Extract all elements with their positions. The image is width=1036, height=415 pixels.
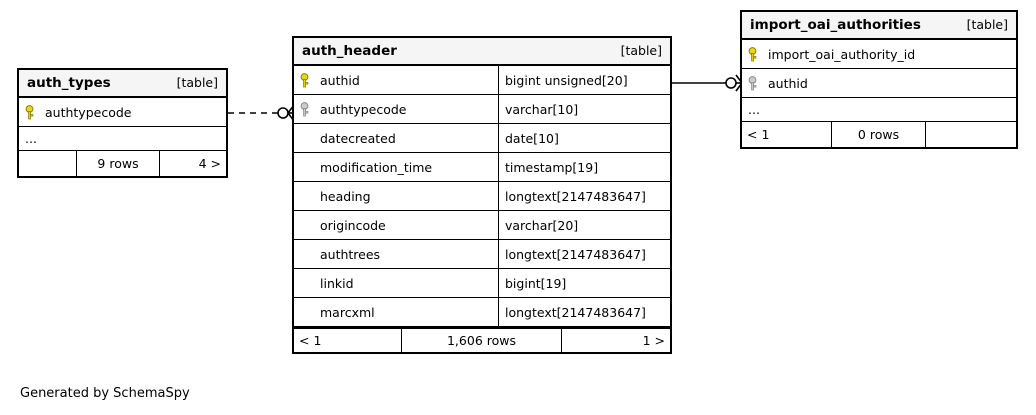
table-tag: [table] [176,75,218,90]
footer-rowcount: 1,606 rows [402,329,562,352]
primary-key-icon [19,98,39,126]
column-type: longtext[2147483647] [498,298,670,326]
column-type: timestamp[19] [498,153,670,181]
table-name: auth_header [302,42,397,59]
column-type: varchar[10] [498,95,670,123]
edge-endpoint-circle-right [726,78,736,88]
table-name: import_oai_authorities [750,16,921,33]
column-name: import_oai_authority_id [768,46,916,62]
table-row[interactable] [294,95,670,124]
no-key-icon [294,211,314,239]
column-type: longtext[2147483647] [498,182,670,210]
column-name: linkid [320,275,354,291]
column-type: bigint unsigned[20] [498,66,670,94]
table-row[interactable] [294,298,670,327]
column-name: heading [320,188,371,204]
more-columns-indicator: ... [742,98,1016,122]
table-name: auth_types [27,74,111,91]
column-name: modification_time [320,159,433,175]
no-key-icon [294,269,314,297]
footer-prev[interactable] [19,151,77,176]
foreign-key-icon [294,95,314,123]
column-name: authtrees [320,246,381,262]
column-name: authtypecode [320,101,407,117]
table-row[interactable] [19,98,226,127]
table-row[interactable] [742,69,1016,98]
table-row[interactable] [742,40,1016,69]
footer-prev[interactable]: < 1 [742,122,832,147]
table-row[interactable] [294,211,670,240]
footer-next[interactable]: 4 > [198,156,221,171]
table-tag: [table] [966,17,1008,32]
table-row[interactable] [294,153,670,182]
no-key-icon [294,182,314,210]
footer-next[interactable] [926,122,1016,147]
footer-rowcount: 9 rows [77,151,160,176]
footer-rowcount: 0 rows [832,122,926,147]
more-columns-indicator: ... [19,127,226,151]
no-key-icon [294,153,314,181]
foreign-key-icon [742,69,762,97]
table-auth-types[interactable] [17,68,228,178]
table-tag: [table] [620,43,662,58]
footer-prev[interactable]: < 1 [294,329,402,352]
primary-key-icon [742,40,762,68]
column-type: longtext[2147483647] [498,240,670,268]
no-key-icon [294,124,314,152]
table-title-auth-types [19,70,226,98]
column-name: marcxml [320,304,375,320]
no-key-icon [294,240,314,268]
column-name: origincode [320,217,386,233]
table-row[interactable] [294,269,670,298]
column-name: authid [768,75,808,91]
column-name: authtypecode [45,104,132,120]
table-row[interactable] [294,182,670,211]
column-name: authid [320,72,360,88]
edge-endpoint-circle-left [278,108,288,118]
table-row[interactable] [294,124,670,153]
table-footer-auth-types [19,151,226,176]
column-type: varchar[20] [498,211,670,239]
footer-next[interactable]: 1 > [642,333,665,348]
table-title-import-oai-authorities [742,12,1016,40]
generated-by-caption: Generated by SchemaSpy [20,386,190,401]
table-row[interactable] [294,240,670,269]
column-type: date[10] [498,124,670,152]
column-type: bigint[19] [498,269,670,297]
table-row[interactable] [294,66,670,95]
no-key-icon [294,298,314,326]
table-footer-auth-header [294,327,670,352]
column-name: datecreated [320,130,396,146]
table-footer-import-oai-authorities [742,122,1016,147]
primary-key-icon [294,66,314,94]
table-title-auth-header [294,38,670,66]
table-import-oai-authorities[interactable] [740,10,1018,149]
table-auth-header[interactable] [292,36,672,354]
